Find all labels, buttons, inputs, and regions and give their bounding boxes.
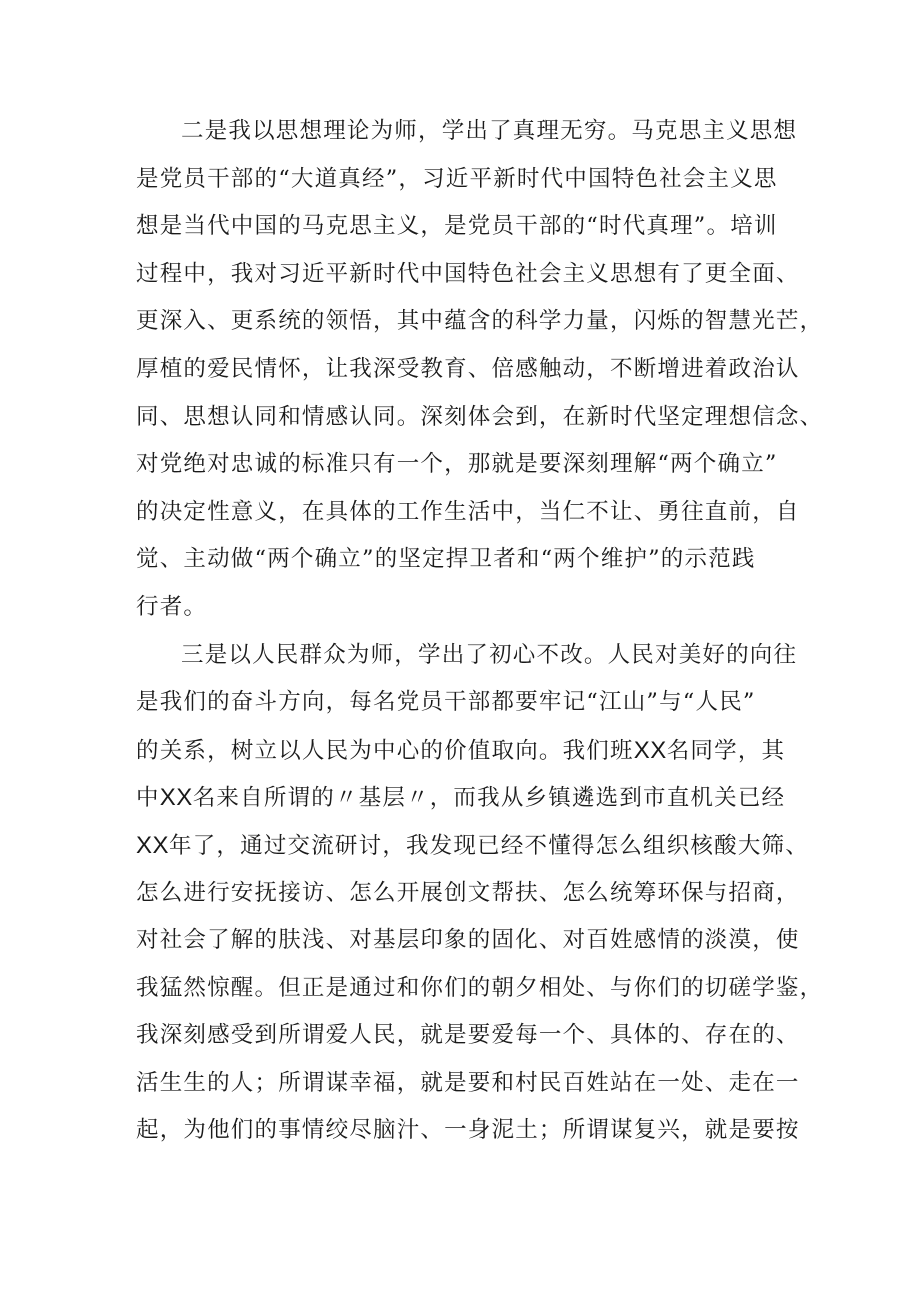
text-line: 三是以人民群众为师，学出了初心不改。人民对美好的向往 xyxy=(181,641,798,668)
text-line: 活生生的人；所谓谋幸福，就是要和村民百姓站在一处、走在一 xyxy=(136,1069,800,1096)
text-line: 起，为他们的事情绞尽脑汁、一身泥土；所谓谋复兴，就是要按 xyxy=(136,1117,800,1144)
text-line: 怎么进行安抚接访、怎么开展创文帮扶、怎么统筹环保与招商， xyxy=(136,879,800,906)
text-line: 厚植的爱民情怀，让我深受教育、倍感触动，不断增进着政治认 xyxy=(136,355,800,382)
text-line: 过程中，我对习近平新时代中国特色社会主义思想有了更全面、 xyxy=(136,260,800,287)
text-line: 二是我以思想理论为师，学出了真理无穷。马克思主义思想 xyxy=(181,118,798,144)
text-segment: 名同学，其 xyxy=(666,737,786,764)
text-segment: 名来自所谓的〃基层〃，而我从乡镇遴选到市直机关已经 xyxy=(192,785,786,812)
text-line: 想是当代中国的马克思主义，是党员干部的“时代真理”。培训 xyxy=(136,213,778,240)
text-line: 对党绝对忠诚的标准只有一个，那就是要深刻理解“两个确立” xyxy=(136,451,778,478)
text-segment: 的关系，树立以人民为中心的价值取向。我们班 xyxy=(136,737,634,764)
text-line xyxy=(136,774,800,822)
text-line xyxy=(136,822,809,870)
paragraph-2 xyxy=(136,108,824,632)
placeholder-xx: XX xyxy=(633,736,667,764)
paragraph-3 xyxy=(136,632,824,1156)
text-line: 行者。 xyxy=(136,593,208,620)
placeholder-xx: XX xyxy=(136,831,170,859)
text-line: 觉、主动做“两个确立”的坚定捍卫者和“两个维护”的示范践 xyxy=(136,546,756,573)
text-line: 同、思想认同和情感认同。深刻体会到，在新时代坚定理想信念、 xyxy=(136,403,824,430)
text-line: 更深入、更系统的领悟，其中蕴含的科学力量，闪烁的智慧光芒， xyxy=(136,308,824,335)
text-line xyxy=(136,727,800,775)
text-segment: 中 xyxy=(136,785,160,812)
placeholder-xx: XX xyxy=(159,784,193,812)
text-line: 我猛然惊醒。但正是通过和你们的朝夕相处、与你们的切磋学鉴， xyxy=(136,974,824,1001)
text-line: 对社会了解的肤浅、对基层印象的固化、对百姓感情的淡漠，使 xyxy=(136,927,800,954)
text-line: 是我们的奋斗方向，每名党员干部都要牢记“江山”与“人民” xyxy=(136,689,756,716)
text-line: 的决定性意义，在具体的工作生活中，当仁不让、勇往直前，自 xyxy=(136,498,800,525)
text-line: 是党员干部的“大道真经”，习近平新时代中国特色社会主义思 xyxy=(136,165,778,192)
text-line: 我深刻感受到所谓爱人民，就是要爱每一个、具体的、存在的、 xyxy=(136,1022,800,1049)
text-segment: 年了，通过交流研讨，我发现已经不懂得怎么组织核酸大筛、 xyxy=(169,832,809,859)
document-body xyxy=(136,108,824,1155)
